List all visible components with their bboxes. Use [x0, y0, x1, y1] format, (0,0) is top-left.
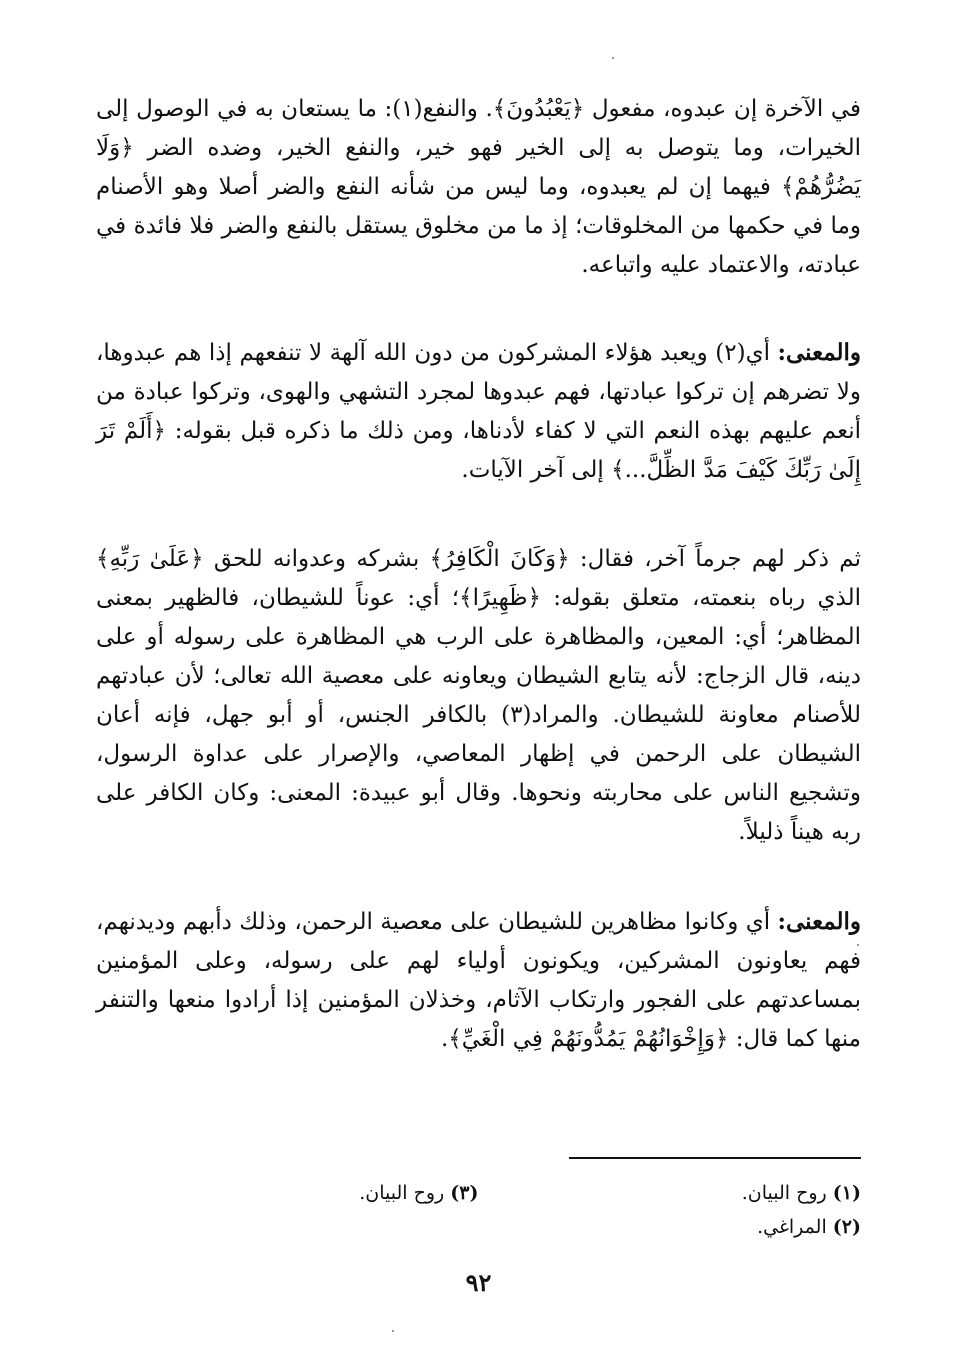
paragraph-1-text: في الآخرة إن عبدوه، مفعول ﴿يَعْبُدُونَ﴾. والنفع(١): ما يستعان به في الوصول إلى الخيرات، وما يتوصل به إلى الخير فهو خير، والنفع الخير، وضده الضر ﴿وَلَا يَضُرُّهُمْ﴾ فيهما إن لم يعبدوه، وما ليس من شأنه النفع والضر أصلا وهو الأصنام وما في حكمها من المخلوقات؛ إذ ما من مخلوق يستقل بالنفع والضر فلا فائدة في عبادته، والاعتماد عليه واتباعه. — [96, 96, 861, 278]
paragraph-4-lead: والمعنى: — [777, 908, 861, 935]
paragraph-3-text: ثم ذكر لهم جرماً آخر، فقال: ﴿وَكَانَ الْكَافِرُ﴾ بشركه وعدوانه للحق ﴿عَلَىٰ رَبِّهِ﴾ الذي رباه بنعمته، متعلق بقوله: ﴿ظَهِيرًا﴾؛ أي: عوناً للشيطان، فالظهير بمعنى المظاهر؛ أي: المعين، والمظاهرة على الرب هي المظاهرة على رسوله أو على دينه، قال الزجاج: لأنه يتابع الشيطان ويعاونه على معصية الله تعالى؛ لأن عبادتهم للأصنام معاونة للشيطان. والمراد(٣) بالكافر الجنس، أو أبو جهل، فإنه أعان الشيطان على الرحمن في إظهار المعاصي، والإصرار على عداوة الرسول، وتشجيع الناس على محاربته ونحوها. وقال أبو عبيدة: المعنى: وكان الكافر على ربه هيناً ذليلاً. — [96, 546, 861, 845]
scan-speck — [392, 1330, 394, 1332]
footnote-1 — [479, 1176, 862, 1210]
footnote-1-text: روح البيان. — [741, 1182, 827, 1204]
footnote-3 — [96, 1176, 479, 1210]
paragraph-4-text: أي وكانوا مظاهرين للشيطان على معصية الرحمن، وذلك دأبهم وديدنهم، فهم يعاونون المشركين، ويكونون أولياء لهم على رسوله، وعلى المؤمنين بمساعدتهم على الفجور وارتكاب الآثام، وخذلان المؤمنين إذا أرادوا منعها والتنفر منها كما قال: ﴿وَإِخْوَانُهُمْ يَمُدُّونَهُمْ فِي الْغَيِّ﴾. — [96, 909, 861, 1052]
paragraph-3 — [96, 540, 861, 852]
footnotes — [96, 1176, 861, 1244]
paragraph-4 — [96, 902, 861, 1059]
footnote-row-2 — [96, 1210, 861, 1244]
paragraph-2-lead: والمعنى: — [777, 339, 861, 366]
footnote-2-text: المراغي. — [757, 1216, 827, 1238]
scan-speck — [857, 944, 859, 946]
footnote-2-number: (٢) — [832, 1216, 861, 1238]
footnote-2 — [476, 1210, 861, 1244]
footnote-1-number: (١) — [832, 1182, 861, 1204]
footnote-3-number: (٣) — [450, 1182, 479, 1204]
footnote-3-text: روح البيان. — [359, 1182, 445, 1204]
paragraph-2 — [96, 333, 861, 490]
page-number: ٩٢ — [465, 1268, 492, 1297]
footnote-divider — [569, 1157, 861, 1159]
footnote-row-1 — [96, 1176, 861, 1210]
paragraph-1 — [96, 90, 861, 285]
paragraph-2-text: أي(٢) ويعبد هؤلاء المشركون من دون الله آلهة لا تنفعهم إذا هم عبدوها، ولا تضرهم إن تركوا عبادتها، فهم عبدوها لمجرد التشهي والهوى، وتركوا عبادة من أنعم عليهم بهذه النعم التي لا كفاء لأدناها، ومن ذلك ما ذكره قبل بقوله: ﴿أَلَمْ تَرَ إِلَىٰ رَبِّكَ كَيْفَ مَدَّ الظِّلَّ...﴾ إلى آخر الآيات. — [96, 340, 861, 483]
body-text — [96, 90, 861, 1109]
scan-speck — [612, 57, 614, 59]
